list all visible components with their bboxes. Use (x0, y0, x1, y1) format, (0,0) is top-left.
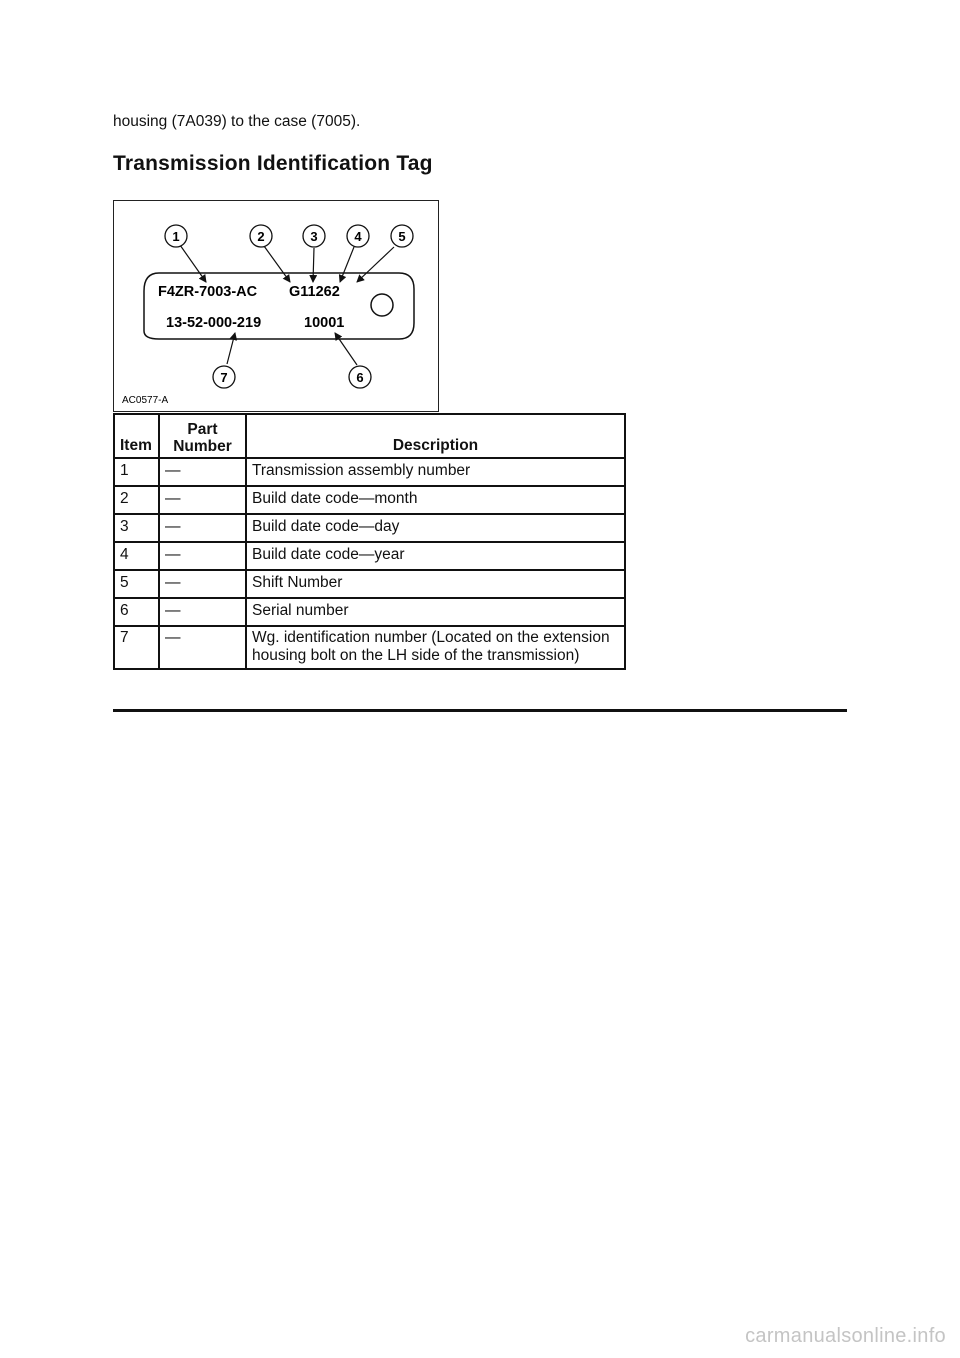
tag-number: 10001 (304, 315, 345, 331)
row-description: Serial number (246, 598, 625, 626)
row-item: 7 (114, 626, 159, 669)
tag-code: G11262 (289, 284, 340, 300)
row-part: — (159, 514, 246, 542)
row-item: 4 (114, 542, 159, 570)
row-description: Wg. identification number (Located on the extension housing bolt on the LH side of the transmission) (246, 626, 625, 669)
row-part: — (159, 486, 246, 514)
callout-3 (303, 225, 325, 247)
header-description: Description (246, 414, 625, 458)
tag-mounting-hole (371, 294, 393, 316)
watermark: carmanualsonline.info (745, 1325, 946, 1347)
identification-tag-figure (113, 200, 439, 412)
callout-6 (349, 366, 371, 388)
svg-text:7: 7 (220, 370, 228, 385)
row-item: 5 (114, 570, 159, 598)
row-part: — (159, 570, 246, 598)
table-row (114, 458, 625, 486)
row-item: 1 (114, 458, 159, 486)
table-header-row (114, 414, 625, 458)
row-item: 2 (114, 486, 159, 514)
table-row (114, 626, 625, 669)
header-item: Item (114, 414, 159, 458)
tag-serial: 13-52-000-219 (166, 315, 262, 331)
tag-part-number: F4ZR-7003-AC (158, 284, 258, 300)
callout-4 (347, 225, 369, 247)
svg-text:3: 3 (310, 229, 318, 244)
svg-text:4: 4 (354, 229, 362, 244)
row-item: 6 (114, 598, 159, 626)
row-description: Shift Number (246, 570, 625, 598)
svg-text:6: 6 (356, 370, 364, 385)
header-part-number: Part Number (159, 414, 246, 458)
table-row (114, 570, 625, 598)
row-item: 3 (114, 514, 159, 542)
section-title: Transmission Identification Tag (113, 152, 433, 175)
callout-1 (165, 225, 187, 247)
row-description: Build date code—day (246, 514, 625, 542)
row-description: Build date code—year (246, 542, 625, 570)
table-row (114, 598, 625, 626)
section-divider (113, 709, 847, 712)
svg-text:2: 2 (257, 229, 265, 244)
table-row (114, 542, 625, 570)
row-description: Build date code—month (246, 486, 625, 514)
figure-id: AC0577-A (122, 395, 169, 406)
table-row (114, 486, 625, 514)
row-part: — (159, 458, 246, 486)
row-description: Transmission assembly number (246, 458, 625, 486)
row-part: — (159, 626, 246, 669)
intro-text: housing (7A039) to the case (7005). (113, 113, 361, 130)
row-part: — (159, 598, 246, 626)
svg-text:5: 5 (398, 229, 406, 244)
callout-5 (391, 225, 413, 247)
callout-7 (213, 366, 235, 388)
callout-2 (250, 225, 272, 247)
table-row (114, 514, 625, 542)
tag-illustration (114, 201, 438, 411)
row-part: — (159, 542, 246, 570)
svg-text:1: 1 (172, 229, 180, 244)
legend-table (113, 413, 626, 670)
